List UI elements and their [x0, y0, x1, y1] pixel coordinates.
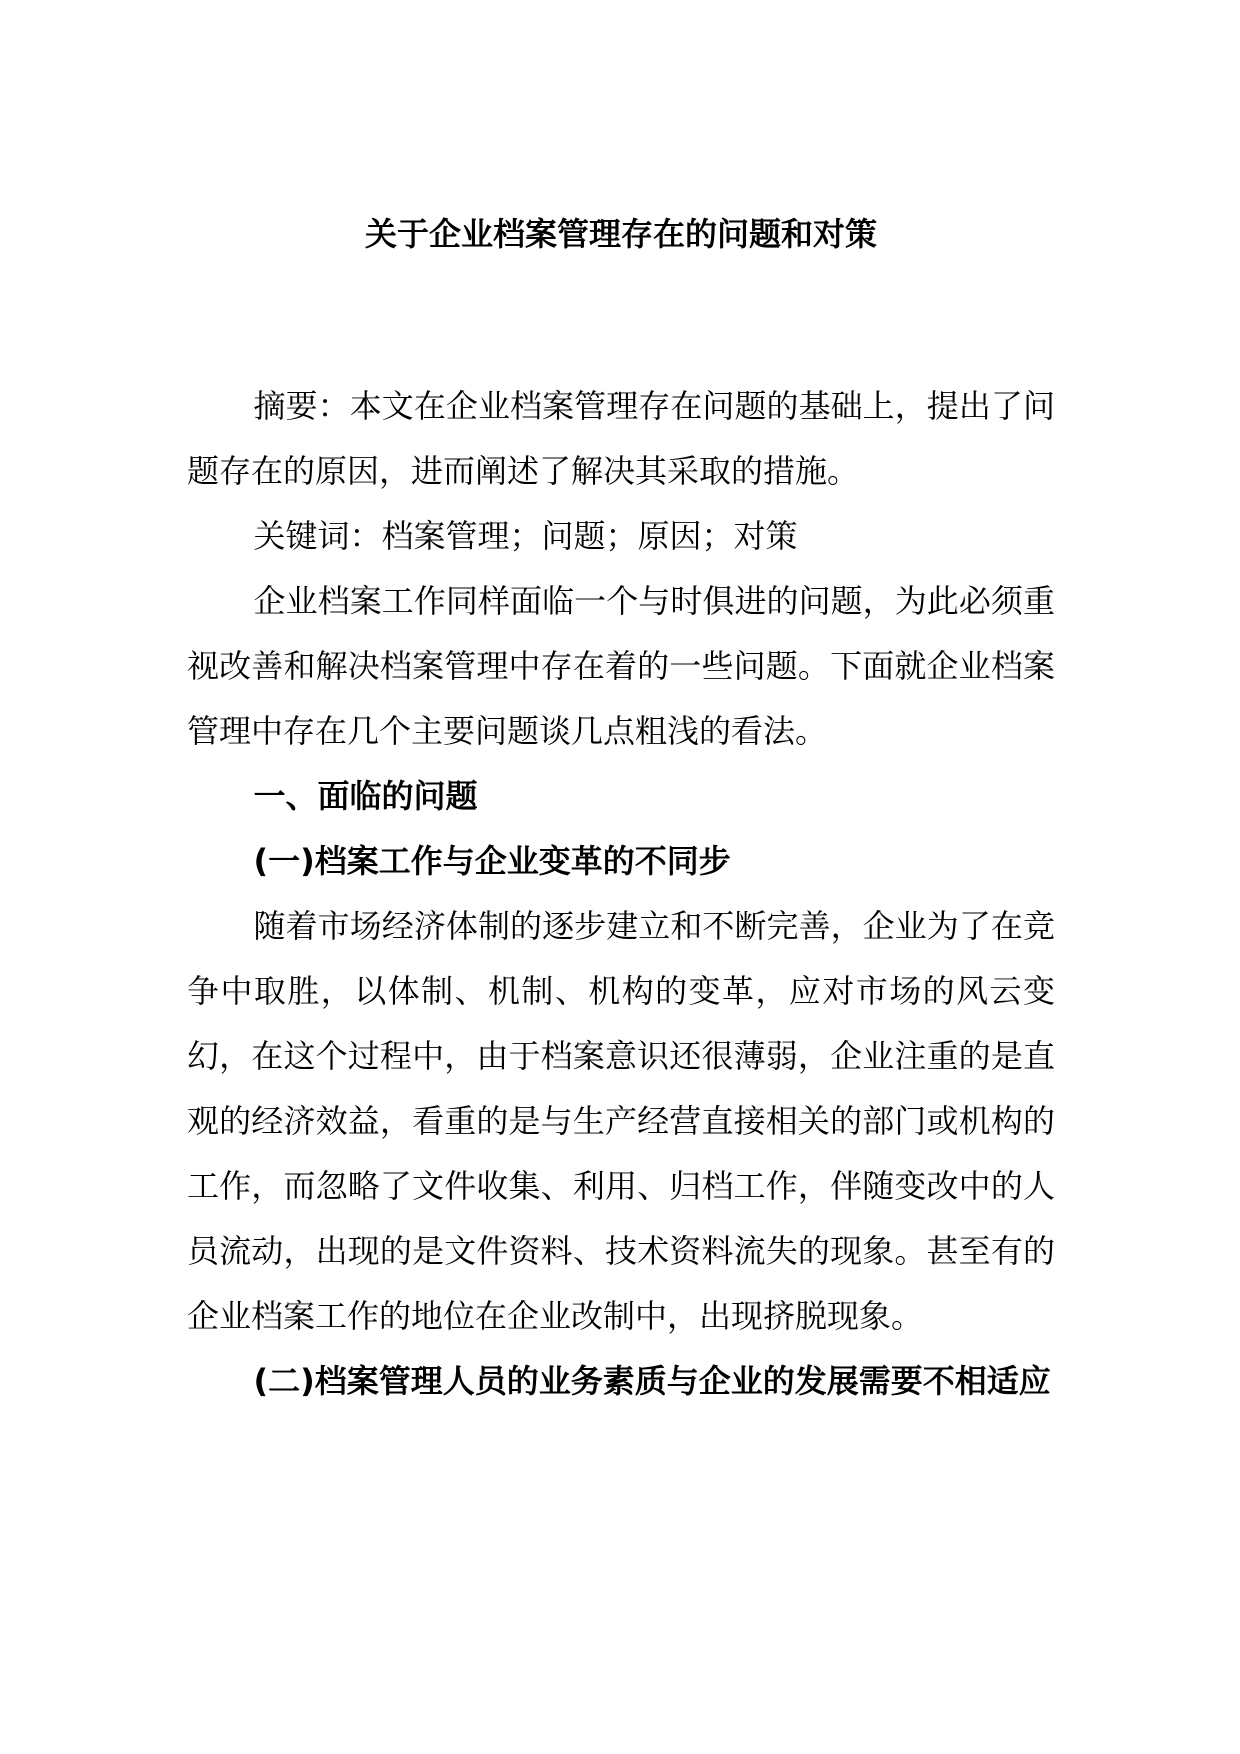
- subsection-heading-2: (二)档案管理人员的业务素质与企业的发展需要不相适应: [253, 1362, 1051, 1400]
- intro-paragraph: 企业档案工作同样面临一个与时俱进的问题，为此必须重视改善和解决档案管理中存在着的一些问题。下面就企业档案管理中存在几个主要问题谈几点粗浅的看法。: [187, 582, 1055, 750]
- document-body: [187, 374, 1055, 1414]
- abstract-paragraph: 摘要：本文在企业档案管理存在问题的基础上，提出了问题存在的原因，进而阐述了解决其采取的措施。: [187, 387, 1055, 490]
- keywords-paragraph: 关键词：档案管理；问题；原因；对策: [253, 517, 798, 555]
- body-paragraph: 随着市场经济体制的逐步建立和不断完善，企业为了在竞争中取胜，以体制、机制、机构的变革，应对市场的风云变幻，在这个过程中，由于档案意识还很薄弱，企业注重的是直观的经济效益，看重的是与生产经营直接相关的部门或机构的工作，而忽略了文件收集、利用、归档工作，伴随变改中的人员流动，出现的是文件资料、技术资料流失的现象。甚至有的企业档案工作的地位在企业改制中，出现挤脱现象。: [187, 907, 1055, 1335]
- subsection-heading-1: (一)档案工作与企业变革的不同步: [253, 842, 731, 880]
- document-title: 关于企业档案管理存在的问题和对策: [364, 215, 877, 253]
- section-heading-1: 一、面临的问题: [253, 777, 478, 815]
